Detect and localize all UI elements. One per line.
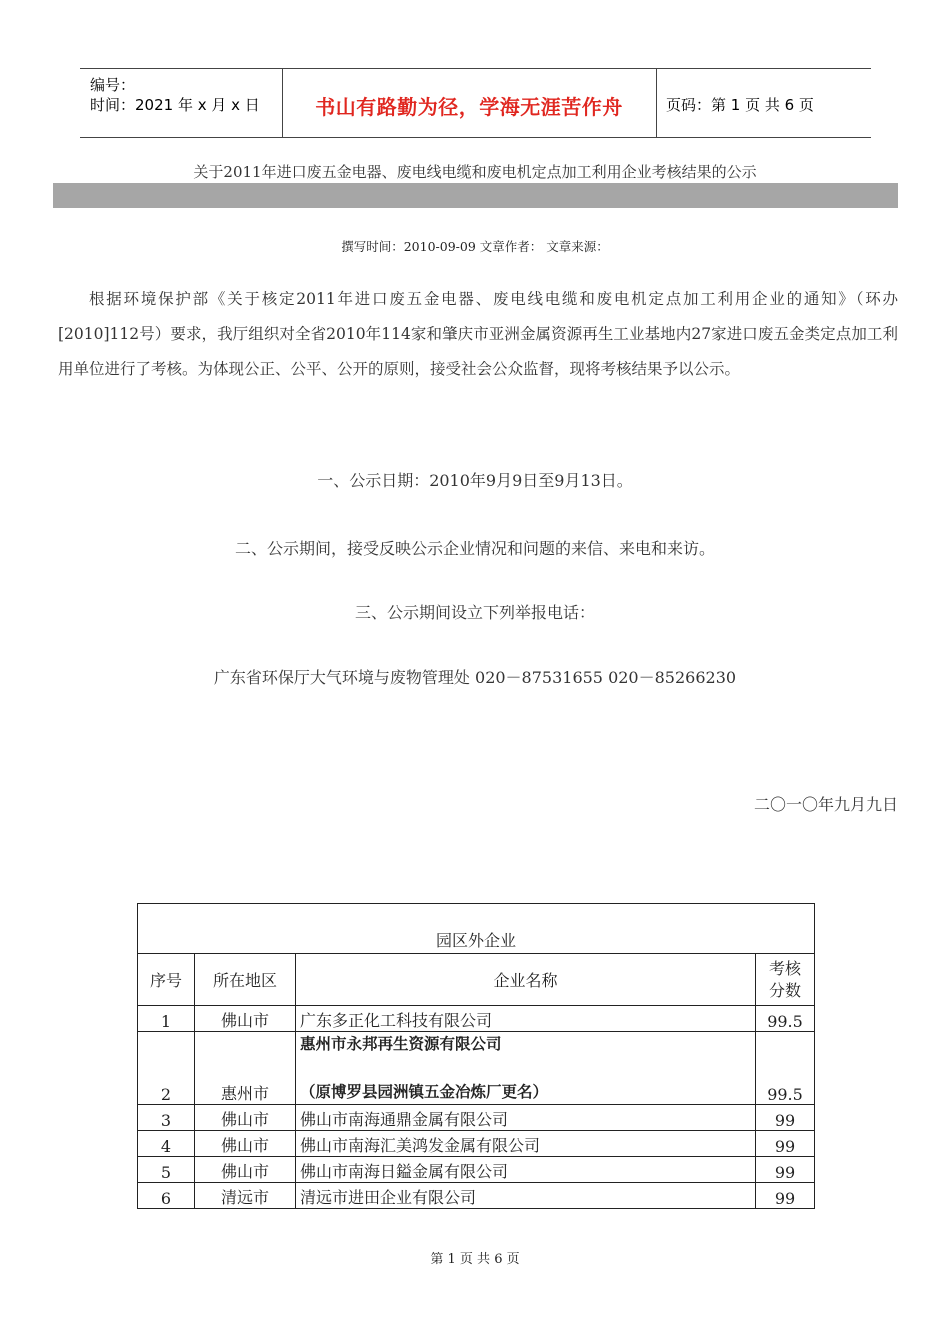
row-score: 99 (756, 1105, 815, 1131)
row-region: 佛山市 (195, 1105, 296, 1131)
table-row (138, 1032, 815, 1105)
table-header-row (138, 954, 815, 1006)
row-no: 6 (138, 1183, 195, 1209)
row-region: 佛山市 (195, 1006, 296, 1032)
table-row (138, 1006, 815, 1032)
table-caption-row (138, 904, 815, 954)
row-score: 99 (756, 1183, 815, 1209)
row-no: 5 (138, 1157, 195, 1183)
header-region: 所在地区 (195, 954, 296, 1006)
header-motto: 书山有路勤为径，学海无涯苦作舟 (315, 95, 623, 119)
doc-meta: 撰写时间：2010-09-09 文章作者： 文章来源： (341, 239, 609, 254)
doc-header (80, 68, 871, 138)
doc-title: 关于2011年进口废五金电器、废电线电缆和废电机定点加工利用企业考核结果的公示 (193, 163, 757, 181)
header-page-info: 页码：第 1 页 共 6 页 (666, 96, 814, 114)
row-name (296, 1032, 756, 1105)
row-name: 佛山市南海日鎰金属有限公司 (296, 1157, 756, 1183)
page-footer: 第 1 页 共 6 页 (430, 1252, 520, 1267)
contact-line: 广东省环保厅大气环境与废物管理处 020－87531655 020－85266230 (213, 668, 737, 687)
item-1: 一、公示日期：2010年9月9日至9月13日。 (317, 471, 633, 490)
table-row (138, 1105, 815, 1131)
header-code-label: 编号： (90, 76, 136, 94)
header-time-label: 时间：2021 年 x 月 x 日 (90, 96, 260, 114)
row-region: 清远市 (195, 1183, 296, 1209)
item-2: 二、公示期间，接受反映公示企业情况和问题的来信、来电和来访。 (234, 539, 715, 558)
row-region: 佛山市 (195, 1157, 296, 1183)
table-row (138, 1183, 815, 1209)
row-region: 惠州市 (195, 1032, 296, 1105)
header-no: 序号 (138, 954, 195, 1006)
doc-date: 二〇一〇年九月九日 (753, 795, 898, 814)
table-row (138, 1157, 815, 1183)
row-score: 99 (756, 1131, 815, 1157)
table-caption: 园区外企业 (138, 904, 815, 954)
title-bar (53, 183, 898, 208)
header-score-line2: 分数 (769, 980, 802, 1000)
row-name-main: 惠州市永邦再生资源有限公司 (300, 1035, 502, 1053)
header-name: 企业名称 (296, 954, 756, 1006)
row-name: 佛山市南海汇美鸿发金属有限公司 (296, 1131, 756, 1157)
header-score (756, 954, 815, 1006)
header-divider (656, 69, 657, 137)
header-meta (90, 75, 260, 115)
row-no: 1 (138, 1006, 195, 1032)
row-score: 99 (756, 1157, 815, 1183)
intro-paragraph (58, 282, 898, 387)
row-no: 4 (138, 1131, 195, 1157)
header-score-line1: 考核 (769, 958, 802, 978)
row-name: 广东多正化工科技有限公司 (296, 1006, 756, 1032)
row-score: 99.5 (756, 1006, 815, 1032)
table-row (138, 1131, 815, 1157)
intro-text: 根据环境保护部《关于核定2011年进口废五金电器、废电线电缆和废电机定点加工利用企业的通知》（环办[2010]112号）要求，我厅组织对全省2010年114家和肇庆市亚洲金属资源再生工业基地内27家进口废五金类定点加工利用单位进行了考核。为体现公正、公平、公开的原则，接受社会公众监督，现将考核结果予以公示。 (58, 290, 898, 378)
row-name: 佛山市南海通鼎金属有限公司 (296, 1105, 756, 1131)
row-no: 3 (138, 1105, 195, 1131)
row-region: 佛山市 (195, 1131, 296, 1157)
row-score: 99.5 (756, 1032, 815, 1105)
row-name-note: （原博罗县园洲镇五金冶炼厂更名） (300, 1083, 549, 1101)
row-no: 2 (138, 1032, 195, 1105)
enterprise-table (137, 903, 815, 1209)
item-3: 三、公示期间设立下列举报电话： (354, 603, 595, 622)
row-name: 清远市进田企业有限公司 (296, 1183, 756, 1209)
